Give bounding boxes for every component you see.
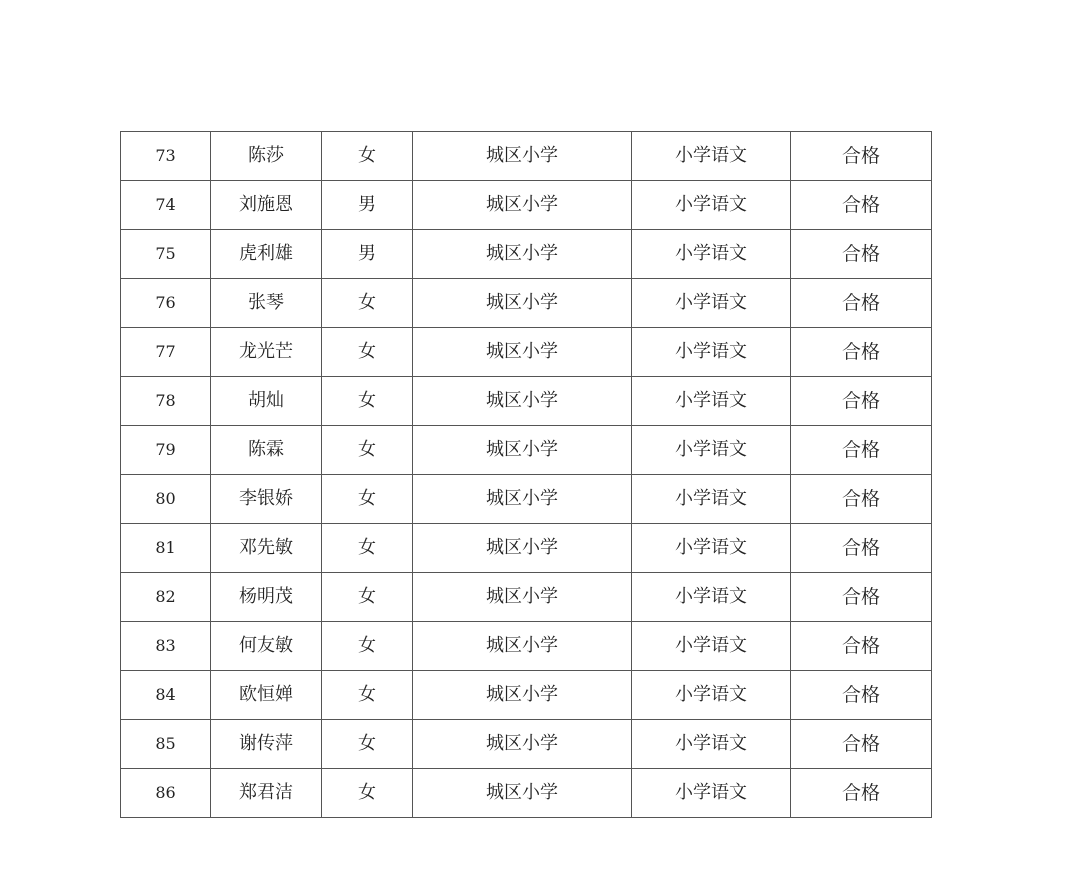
subject: 小学语文 <box>632 524 791 573</box>
row-number: 77 <box>121 328 211 377</box>
subject: 小学语文 <box>632 230 791 279</box>
subject: 小学语文 <box>632 622 791 671</box>
table-row <box>121 328 932 377</box>
subject: 小学语文 <box>632 720 791 769</box>
result: 合格 <box>791 524 932 573</box>
row-number: 83 <box>121 622 211 671</box>
table-row <box>121 671 932 720</box>
person-name: 张琴 <box>211 279 322 328</box>
row-number: 85 <box>121 720 211 769</box>
gender: 女 <box>322 132 413 181</box>
table-row <box>121 769 932 818</box>
subject: 小学语文 <box>632 328 791 377</box>
person-name: 郑君洁 <box>211 769 322 818</box>
subject: 小学语文 <box>632 181 791 230</box>
school: 城区小学 <box>413 671 632 720</box>
result: 合格 <box>791 671 932 720</box>
subject: 小学语文 <box>632 132 791 181</box>
result: 合格 <box>791 622 932 671</box>
school: 城区小学 <box>413 426 632 475</box>
person-name: 何友敏 <box>211 622 322 671</box>
person-name: 谢传萍 <box>211 720 322 769</box>
table-row <box>121 524 932 573</box>
person-name: 李银娇 <box>211 475 322 524</box>
row-number: 80 <box>121 475 211 524</box>
gender: 女 <box>322 720 413 769</box>
table-row <box>121 279 932 328</box>
row-number: 76 <box>121 279 211 328</box>
person-name: 刘施恩 <box>211 181 322 230</box>
gender: 女 <box>322 279 413 328</box>
subject: 小学语文 <box>632 573 791 622</box>
gender: 女 <box>322 328 413 377</box>
table-row <box>121 132 932 181</box>
result: 合格 <box>791 426 932 475</box>
subject: 小学语文 <box>632 279 791 328</box>
result: 合格 <box>791 475 932 524</box>
school: 城区小学 <box>413 132 632 181</box>
gender: 女 <box>322 573 413 622</box>
school: 城区小学 <box>413 181 632 230</box>
person-name: 胡灿 <box>211 377 322 426</box>
row-number: 81 <box>121 524 211 573</box>
person-name: 陈莎 <box>211 132 322 181</box>
gender: 女 <box>322 622 413 671</box>
subject: 小学语文 <box>632 475 791 524</box>
gender: 女 <box>322 475 413 524</box>
result: 合格 <box>791 328 932 377</box>
table-row <box>121 230 932 279</box>
result: 合格 <box>791 377 932 426</box>
table-row <box>121 622 932 671</box>
subject: 小学语文 <box>632 426 791 475</box>
school: 城区小学 <box>413 328 632 377</box>
gender: 女 <box>322 769 413 818</box>
school: 城区小学 <box>413 475 632 524</box>
table-row <box>121 426 932 475</box>
school: 城区小学 <box>413 230 632 279</box>
person-name: 欧恒婵 <box>211 671 322 720</box>
person-name: 虎利雄 <box>211 230 322 279</box>
school: 城区小学 <box>413 720 632 769</box>
result: 合格 <box>791 769 932 818</box>
row-number: 82 <box>121 573 211 622</box>
gender: 男 <box>322 181 413 230</box>
row-number: 78 <box>121 377 211 426</box>
row-number: 79 <box>121 426 211 475</box>
result: 合格 <box>791 181 932 230</box>
table-row <box>121 573 932 622</box>
school: 城区小学 <box>413 524 632 573</box>
result: 合格 <box>791 132 932 181</box>
person-name: 杨明茂 <box>211 573 322 622</box>
person-name: 邓先敏 <box>211 524 322 573</box>
table-row <box>121 720 932 769</box>
subject: 小学语文 <box>632 377 791 426</box>
school: 城区小学 <box>413 377 632 426</box>
school: 城区小学 <box>413 622 632 671</box>
row-number: 73 <box>121 132 211 181</box>
table-row <box>121 475 932 524</box>
row-number: 86 <box>121 769 211 818</box>
results-table-body <box>121 132 932 818</box>
school: 城区小学 <box>413 279 632 328</box>
row-number: 75 <box>121 230 211 279</box>
person-name: 龙光芒 <box>211 328 322 377</box>
school: 城区小学 <box>413 769 632 818</box>
result: 合格 <box>791 279 932 328</box>
row-number: 84 <box>121 671 211 720</box>
gender: 女 <box>322 671 413 720</box>
result: 合格 <box>791 230 932 279</box>
table-row <box>121 181 932 230</box>
subject: 小学语文 <box>632 769 791 818</box>
person-name: 陈霖 <box>211 426 322 475</box>
results-table <box>120 131 932 818</box>
table-row <box>121 377 932 426</box>
row-number: 74 <box>121 181 211 230</box>
gender: 女 <box>322 524 413 573</box>
gender: 女 <box>322 377 413 426</box>
gender: 男 <box>322 230 413 279</box>
result: 合格 <box>791 573 932 622</box>
school: 城区小学 <box>413 573 632 622</box>
gender: 女 <box>322 426 413 475</box>
subject: 小学语文 <box>632 671 791 720</box>
result: 合格 <box>791 720 932 769</box>
